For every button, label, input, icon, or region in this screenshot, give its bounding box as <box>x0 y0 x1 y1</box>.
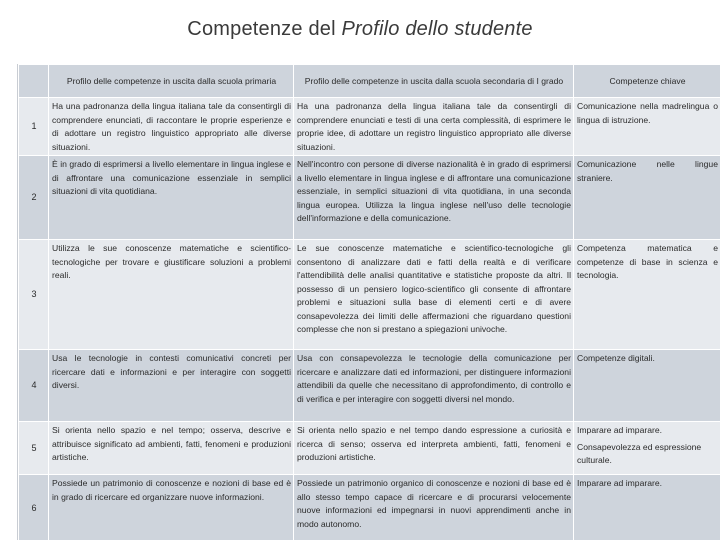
table-row <box>19 350 720 422</box>
cell-primaria: Ha una padronanza della lingua italiana tale da consentirgli di comprendere enunciati, di raccontare le proprie esperienze e di adottare un registro linguistico appropriato alle diverse situazioni. <box>49 98 294 156</box>
cell-chiave: Competenze digitali. <box>574 350 720 422</box>
cell-secondaria: Usa con consapevolezza le tecnologie della comunicazione per ricercare e analizzare dati ed informazioni, per distinguere informazioni attendibili da quelle che necessitano di approfondimento, di controllo e di verifica e per interagire con soggetti diversi nel mondo. <box>294 350 574 422</box>
cell-secondaria: Ha una padronanza della lingua italiana tale da consentirgli di comprendere enunciati e testi di una certa complessità, di esprimere le proprie idee, di adottare un registro linguistico appropriato alle diverse situazioni. <box>294 98 574 156</box>
cell-chiave: Comunicazione nella madrelingua o lingua di istruzione. <box>574 98 720 156</box>
slide-title-prefix: Competenze del <box>187 18 342 40</box>
cell-chiave: Comunicazione nelle lingue straniere. <box>574 156 720 240</box>
row-number: 1 <box>19 98 49 156</box>
cell-secondaria: Le sue conoscenze matematiche e scientifico-tecnologiche gli consentono di analizzare dati e fatti della realtà e di verificare l'attendibilità delle analisi quantitative e statistiche proposte da altri. Il possesso di un pensiero logico-scientifico gli consente di affrontare problemi e situazioni sulla base di elementi certi e di avere consapevolezza dei limiti delle affermazioni che riguardano questioni complesse che non si prestano a spiegazioni univoche. <box>294 240 574 350</box>
table-header-row <box>19 65 720 98</box>
row-number: 2 <box>19 156 49 240</box>
table-row <box>19 156 720 240</box>
row-number: 5 <box>19 422 49 475</box>
chiave-item: Imparare ad imparare. <box>577 425 663 435</box>
slide-title <box>0 18 720 41</box>
cell-primaria: È in grado di esprimersi a livello elementare in lingua inglese e di affrontare una comunicazione essenziale in semplici situazioni di vita quotidiana. <box>49 156 294 240</box>
header-number <box>19 65 49 98</box>
table-row <box>19 240 720 350</box>
table-row <box>19 475 720 540</box>
row-number: 4 <box>19 350 49 422</box>
row-number: 6 <box>19 475 49 540</box>
cell-secondaria: Si orienta nello spazio e nel tempo dando espressione a curiosità e ricerca di senso; osserva ed interpreta ambienti, fatti, fenomeni e produzioni artistiche. <box>294 422 574 475</box>
cell-primaria: Si orienta nello spazio e nel tempo; osserva, descrive e attribuisce significato ad ambienti, fatti, fenomeni e produzioni artistiche. <box>49 422 294 475</box>
chiave-item: Consapevolezza ed espressione culturale. <box>577 441 702 465</box>
cell-primaria: Usa le tecnologie in contesti comunicativi concreti per ricercare dati e informazioni e per interagire con soggetti diversi. <box>49 350 294 422</box>
header-primaria: Profilo delle competenze in uscita dalla scuola primaria <box>49 65 294 98</box>
cell-chiave <box>574 422 720 475</box>
cell-chiave: Imparare ad imparare. <box>574 475 720 540</box>
slide-title-italic: Profilo dello studente <box>341 18 533 40</box>
row-number: 3 <box>19 240 49 350</box>
table-row <box>19 98 720 156</box>
cell-primaria: Possiede un patrimonio di conoscenze e nozioni di base ed è in grado di ricercare ed organizzare nuove informazioni. <box>49 475 294 540</box>
cell-secondaria: Possiede un patrimonio organico di conoscenze e nozioni di base ed è allo stesso tempo capace di ricercare e di procurarsi velocemente nuove informazioni ed impegnarsi in nuovi apprendimenti anche in modo autonomo. <box>294 475 574 540</box>
table-row <box>19 422 720 475</box>
cell-secondaria: Nell'incontro con persone di diverse nazionalità è in grado di esprimersi a livello elementare in lingua inglese e di affrontare una comunicazione essenziale, in semplici situazioni di vita quotidiana, in una seconda lingua europea. Utilizza la lingua inglese nell'uso delle tecnologie dell'informazione e della comunicazione. <box>294 156 574 240</box>
cell-chiave: Competenza matematica e competenze di base in scienza e tecnologia. <box>574 240 720 350</box>
cell-primaria: Utilizza le sue conoscenze matematiche e scientifico-tecnologiche per trovare e giustificare soluzioni a problemi reali. <box>49 240 294 350</box>
competenze-table <box>18 64 720 540</box>
header-secondaria: Profilo delle competenze in uscita dalla scuola secondaria di I grado <box>294 65 574 98</box>
header-chiave: Competenze chiave <box>574 65 720 98</box>
